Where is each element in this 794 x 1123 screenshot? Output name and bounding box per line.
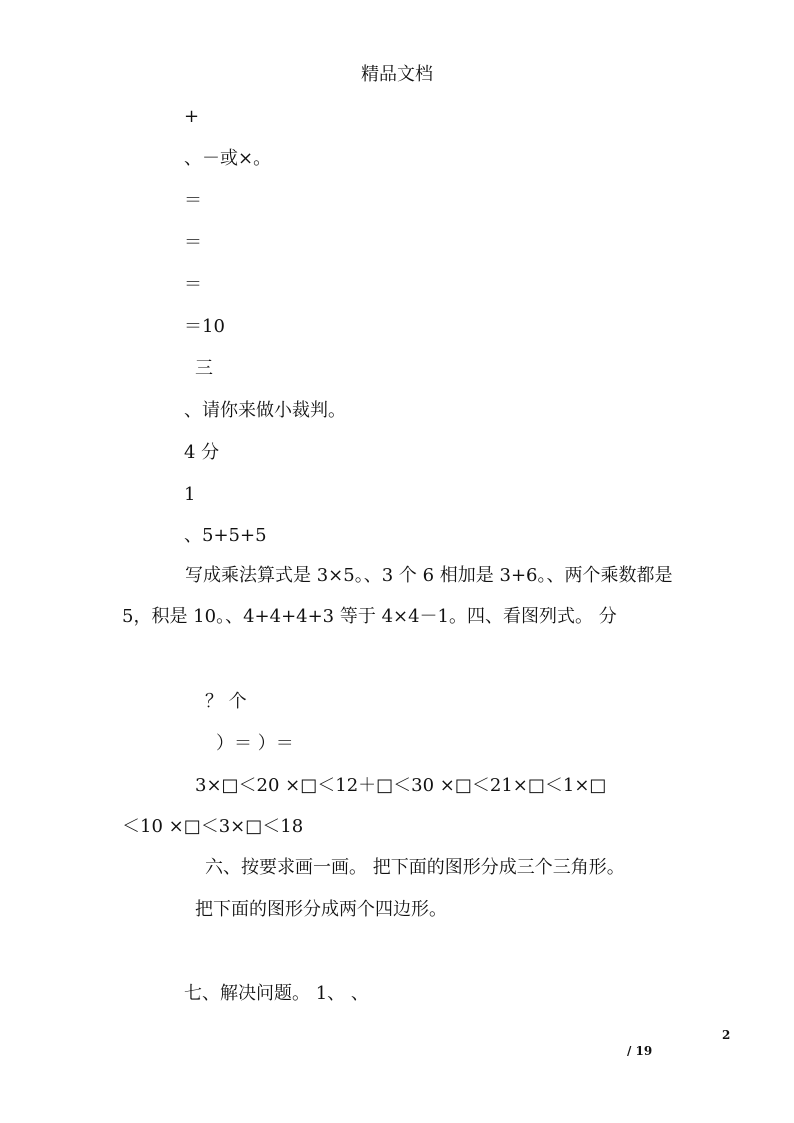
score-label: 4 分	[184, 442, 220, 463]
text-line: 、－或×。	[184, 148, 272, 169]
section-title: 七、解决问题。 1、 、	[184, 983, 369, 1004]
page-number: 2	[722, 1028, 731, 1042]
text-line: ＝	[184, 232, 202, 253]
text-line: ？ 个	[205, 691, 247, 712]
page-total: / 19	[627, 1044, 653, 1058]
text-line: ）＝ ）＝	[216, 733, 294, 754]
judgement-paragraph: 写成乘法算式是 3×5。、3 个 6 相加是 3+6。、两个乘数都是 5，积是 10。、4+4+4+3 等于 4×4－1。四、看图列式。 分	[122, 565, 673, 627]
text-line: 把下面的图形分成两个四边形。	[195, 899, 447, 920]
inequality-line: 3×□＜20 ×□＜12＋□＜30 ×□＜21×□＜1×□	[195, 775, 607, 796]
text-line: 、5+5+5	[184, 525, 267, 546]
question-number: 1	[184, 484, 196, 505]
text-line: ＝10	[184, 316, 225, 337]
page-header-title: 精品文档	[361, 64, 433, 85]
section-heading: 三	[195, 358, 213, 379]
text-line: ＝	[184, 274, 202, 295]
inequality-line: ＜10 ×□＜3×□＜18	[122, 816, 304, 837]
section-title: 、请你来做小裁判。	[184, 400, 346, 421]
section-title: 六、按要求画一画。 把下面的图形分成三个三角形。	[205, 857, 625, 878]
text-line: ＝	[184, 190, 202, 211]
text-line: +	[184, 106, 200, 127]
